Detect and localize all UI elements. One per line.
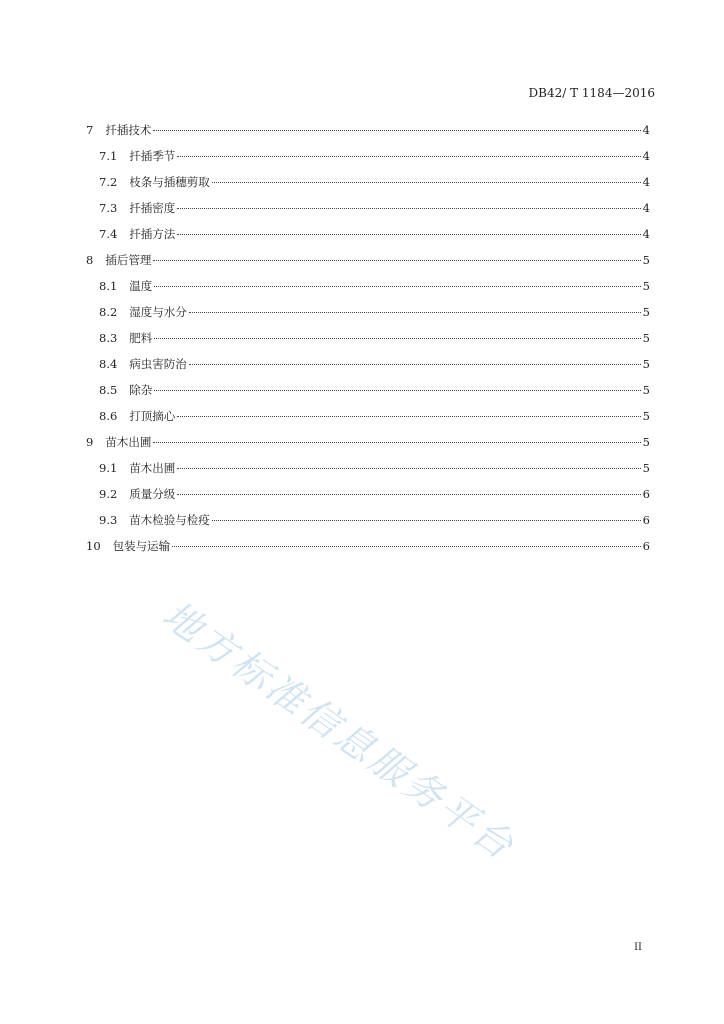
toc-entry-number: 7.2: [99, 175, 118, 189]
toc-entry-number: 7.3: [99, 201, 118, 215]
toc-entry[interactable]: [86, 330, 650, 356]
toc-entry-page: 5: [642, 253, 650, 267]
toc-dot-leader: [177, 416, 640, 417]
toc-entry-number: 8.6: [99, 409, 118, 423]
toc-entry-title: 扦插密度: [129, 201, 176, 215]
toc-entry-number: 9.3: [99, 513, 118, 527]
toc-entry-page: 6: [642, 487, 650, 501]
toc-entry-page: 5: [642, 331, 650, 345]
toc-entry[interactable]: [86, 304, 650, 330]
toc-entry-page: 4: [642, 149, 650, 163]
toc-dot-leader: [153, 260, 640, 261]
toc-entry-number: 8.4: [99, 357, 118, 371]
toc-entry[interactable]: [86, 122, 650, 148]
toc-dot-leader: [153, 442, 640, 443]
toc-entry-title: 病虫害防治: [129, 357, 187, 371]
toc-dot-leader: [212, 520, 641, 521]
toc-entry-page: 4: [642, 175, 650, 189]
toc-dot-leader: [153, 130, 640, 131]
toc-entry-title: 打顶摘心: [129, 409, 176, 423]
toc-entry-page: 6: [642, 539, 650, 553]
toc-dot-leader: [177, 234, 640, 235]
toc-entry-number: 7.4: [99, 227, 118, 241]
toc-entry-title: 插后管理: [105, 253, 152, 267]
toc-entry[interactable]: [86, 460, 650, 486]
toc-entry-number: 9.1: [99, 461, 118, 475]
toc-entry[interactable]: [86, 408, 650, 434]
toc-entry-page: 4: [642, 123, 650, 137]
toc-entry[interactable]: [86, 512, 650, 538]
document-id-header: DB42/ T 1184—2016: [528, 86, 655, 100]
toc-dot-leader: [154, 390, 640, 391]
toc-entry-title: 除杂: [129, 383, 153, 397]
toc-entry-title: 苗木出圃: [105, 435, 152, 449]
toc-entry-number: 7.1: [99, 149, 118, 163]
toc-entry-page: 5: [642, 461, 650, 475]
toc-entry-title: 枝条与插穗剪取: [129, 175, 210, 189]
toc-entry-number: 8.5: [99, 383, 118, 397]
toc-entry-title: 苗木出圃: [129, 461, 176, 475]
toc-dot-leader: [172, 546, 641, 547]
toc-dot-leader: [154, 286, 640, 287]
toc-entry-title: 质量分级: [129, 487, 176, 501]
toc-entry-number: 7: [86, 123, 94, 137]
toc-entry-page: 5: [642, 409, 650, 423]
page-number: II: [634, 942, 642, 953]
toc-entry-number: 10: [86, 539, 101, 553]
toc-entry-title: 扦插技术: [105, 123, 152, 137]
toc-entry-title: 扦插方法: [129, 227, 176, 241]
toc-entry-page: 5: [642, 305, 650, 319]
toc-dot-leader: [177, 208, 640, 209]
toc-entry[interactable]: [86, 278, 650, 304]
toc-dot-leader: [177, 494, 640, 495]
toc-dot-leader: [177, 468, 640, 469]
toc-entry-number: 8.3: [99, 331, 118, 345]
toc-entry-number: 8: [86, 253, 94, 267]
toc-entry-page: 4: [642, 227, 650, 241]
toc-entry-title: 苗木检验与检疫: [129, 513, 210, 527]
toc-entry[interactable]: [86, 174, 650, 200]
toc-entry-title: 温度: [129, 279, 153, 293]
toc-entry[interactable]: [86, 148, 650, 174]
toc-entry-title: 湿度与水分: [129, 305, 187, 319]
toc-entry[interactable]: [86, 538, 650, 564]
toc-entry-title: 扦插季节: [129, 149, 176, 163]
toc-entry[interactable]: [86, 252, 650, 278]
toc-entry[interactable]: [86, 486, 650, 512]
toc-entry-title: 肥料: [129, 331, 153, 345]
toc-entry-title: 包装与运输: [112, 539, 171, 553]
watermark-text: 地方标准信息服务平台: [154, 592, 524, 870]
toc-entry-page: 4: [642, 201, 650, 215]
toc-entry[interactable]: [86, 200, 650, 226]
toc-entry-page: 6: [642, 513, 650, 527]
toc-entry-page: 5: [642, 383, 650, 397]
table-of-contents: [86, 122, 650, 564]
toc-entry-number: 8.2: [99, 305, 118, 319]
toc-dot-leader: [189, 364, 641, 365]
toc-entry[interactable]: [86, 434, 650, 460]
toc-dot-leader: [154, 338, 640, 339]
toc-entry-page: 5: [642, 279, 650, 293]
toc-dot-leader: [212, 182, 641, 183]
toc-entry-number: 8.1: [99, 279, 118, 293]
toc-entry-page: 5: [642, 357, 650, 371]
toc-entry[interactable]: [86, 356, 650, 382]
toc-dot-leader: [177, 156, 640, 157]
toc-dot-leader: [189, 312, 641, 313]
toc-entry[interactable]: [86, 382, 650, 408]
toc-entry-number: 9.2: [99, 487, 118, 501]
toc-entry-page: 5: [642, 435, 650, 449]
toc-entry-number: 9: [86, 435, 94, 449]
toc-entry[interactable]: [86, 226, 650, 252]
